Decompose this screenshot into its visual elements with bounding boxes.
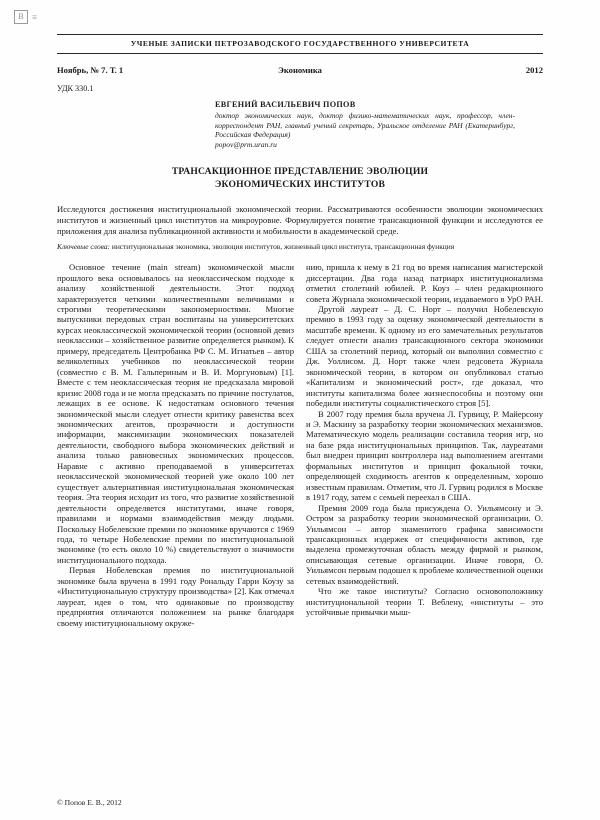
- keywords-line: [57, 242, 543, 251]
- keywords-label: Ключевые слова:: [57, 241, 110, 251]
- page-thumbnail-icon: В: [14, 10, 28, 24]
- author-email: popov@prm.uran.ru: [215, 139, 277, 149]
- article-body: [57, 262, 543, 628]
- article-title-line2: ЭКОНОМИЧЕСКИХ ИНСТИТУТОВ: [214, 178, 386, 190]
- issue-info: Ноябрь, № 7. Т. 1: [57, 65, 124, 75]
- article-title-line1: ТРАНСАКЦИОННОЕ ПРЕДСТАВЛЕНИЕ ЭВОЛЮЦИИ: [171, 166, 429, 178]
- abstract-text: Исследуются достижения институциональной экономической теории. Рассматриваются особенности эволюции экономических институтов и жизненный цикл институтов на микроуровне. Формулируется понятие трансакционной функции и исследуются ее приложения для анализа публикационной активности и мобильности в академической среде.: [57, 204, 543, 236]
- copyright-note: © Попов Е. В., 2012: [57, 798, 122, 807]
- author-block: [215, 100, 515, 149]
- issue-meta-row: [57, 65, 543, 75]
- body-column-right: [306, 262, 543, 628]
- body-paragraph: В 2007 году премия была вручена Л. Гурвицу, Р. Майерсону и Э. Маскину за разработку теории экономических механизмов. Математическую модель реализации составила теория игр, но на базе ряда институциональных принципов. Так, лауреатами был внедрен принцип контроллера над выполнением агентами формальных институтов и принцип фокальной точки, определяющей сходимость агентов к определенным, хорошо известным правилам. Отметим, что Л. Гурвиц родился в Москве в 1917 году, затем с семьей переехал в США.: [306, 408, 543, 503]
- body-paragraph: Первая Нобелевская премия по институциональной экономике была вручена в 1991 году Рональду Гарри Коузу за «Институциональную структуру производства» [2]. Как отмечал лауреат, идея о том, что одинаковые по производству предприятия отличаются положением на рынке благодаря своему институциональному окруже-: [57, 565, 294, 628]
- year-label: 2012: [525, 65, 543, 75]
- author-bio: доктор экономических наук, доктор физико-математических наук, профессор, член-корреспондент РАН, главный ученый секретарь, Уральское отделение РАН (Екатеринбург, Российская Федерация): [215, 111, 515, 140]
- body-paragraph: Другой лауреат – Д. С. Норт – получил Нобелевскую премию в 1993 году за оценку экономической деятельности в масштабе времени. К одному из его замечательных результатов следует отнести анализ трансакционного сектора экономики США за столетний период, который он выполнил совместно с Дж. Уоллисом. Д. Норт также член редсовета Журнала экономической теории, в котором он опубликовал статью «Капитализм и экономический рост», где доказал, что институты капитализма более жизнеспособны и поэтому они победили институты социалистического строя [5].: [306, 303, 543, 409]
- author-name: ЕВГЕНИЙ ВАСИЛЬЕВИЧ ПОПОВ: [215, 100, 356, 109]
- page-corner-mark: [14, 10, 37, 24]
- body-paragraph: Премия 2009 года была присуждена О. Уильямсону и Э. Остром за разработку теории экономической организации. О. Уильямсон – автор знаменитого графика зависимости трансакционных издержек от специфичности активов, где выделена промежуточная область между фирмой и рынком, описывающая сетевые организации. Иначе говоря, О. Уильямсон первым подошел к проблеме количественной оценки сетевых взаимодействий.: [306, 502, 543, 586]
- body-paragraph: нию, пришла к нему в 21 год во время написания магистерской диссертации. Два года назад патриарх институционализма отметил столетний юбилей. Р. Коуз – член редакционного совета Журнала экономической теории, издаваемого в УрО РАН.: [306, 262, 543, 304]
- lines-icon: ≡: [32, 12, 38, 22]
- header-rule-bottom: [57, 53, 543, 54]
- keywords-list: институциональная экономика, эволюция институтов, жизненный цикл института, трансакционная функция: [111, 241, 455, 251]
- section-label: Экономика: [278, 65, 322, 75]
- body-paragraph: Основное течение (main stream) экономической мысли прошлого века основывалось на неоклассическом подходе к анализу хозяйственной деятельности. Этот подход характеризуется четкими количественными величинами и строгими теоретическими закономерностями. Многие выпускники передовых стран воспитаны на университетских курсах неоклассической экономической теории (основной девиз неоклассики – хозяйственное развитие определяется рынком). К примеру, председатель Центробанка РФ С. М. Игнатьев – автор великолепных учебников по неоклассической теории (совместно с В. М. Гальпериным и В. И. Моргуновым) [1]. Вместе с тем неоклассическая теория не предсказала мировой кризис 2008 года и не могла предсказать по причине постулатов, лежащих в ее основе. К недостаткам основного течения экономической мысли следует отнести критику равенства всех экономических агентов, прозрачности и доступности информации, максимизации экономических показателей деятельности, свободного выбора экономических действий и анализа только равновесных экономических процессов. Наравне с активно преподаваемой в университетах неоклассической экономической теорией уже около 100 лет существует альтернативная институциональная экономическая теория. Эта теория исходит из того, что развитие хозяйственной деятельности определяется институтами, иначе говоря, правилами и нормами взаимодействия между людьми. Поскольку Нобелевские премии по экономике вручаются с 1969 года, то четыре Нобелевские премии по институциональной экономике (то есть около 10 %) свидетельствуют о значимости институционального подхода.: [57, 262, 294, 565]
- journal-title: УЧЕНЫЕ ЗАПИСКИ ПЕТРОЗАВОДСКОГО ГОСУДАРСТВЕННОГО УНИВЕРСИТЕТА: [130, 39, 470, 48]
- body-column-left: [57, 262, 294, 628]
- body-paragraph: Что же такое институты? Согласно основоположнику институциональной теории Т. Веблену, «институты – это устойчивые привычки мыш-: [306, 586, 543, 618]
- article-title: [57, 166, 543, 191]
- udk-code: УДК 330.1: [57, 84, 94, 93]
